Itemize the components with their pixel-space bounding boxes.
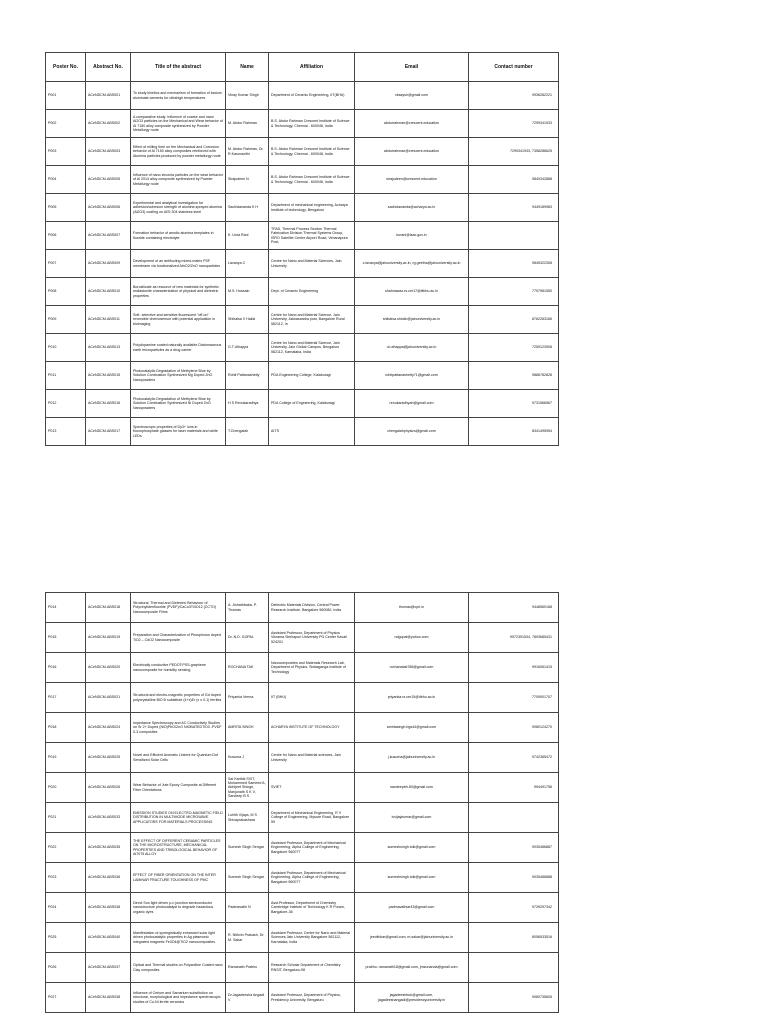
name-cell: K. Uma Rani [226, 222, 269, 250]
contact-cell [469, 222, 559, 250]
contact-cell [469, 953, 559, 983]
abstract-no-cell: ACeNDCM-ABS038 [86, 893, 131, 923]
email-text[interactable]: sirajudeen@crescent.education [386, 177, 437, 182]
affiliation-cell: TFAD, Thermal Process Section Thermal Fabrication Division Thermal Systems Group, ISRO Satellite Centre Airport Road, Vimanapura Post, [269, 222, 355, 250]
abstract-no-cell: ACeNDCM-ABS011 [86, 306, 131, 334]
poster-no-cell: P026 [46, 953, 86, 983]
poster-no-cell: P017 [46, 683, 86, 713]
contact-cell: 9739297342 [469, 893, 559, 923]
email-text[interactable]: sumeshsingh.tolk@gmail.com [387, 845, 436, 850]
email-cell [355, 390, 469, 418]
affiliation-cell: Centre for Nano and Material Science, Jain University, Jain Global Campus, Bengaluru 562112, Karnataka, India [269, 334, 355, 362]
email-text[interactable]: ndgopal@yahoo.com [394, 635, 429, 640]
table-row [46, 222, 559, 250]
title-cell: Influence of Cerium and Samarium substitution on structural, morphological and impedance spectroscopic studies of Co-Ni ferrite ceramics [131, 983, 226, 1013]
affiliation-cell: Asst.Professor, Department of Chemistry Cambridge Institute of Technology K R Puram, Bangalore-36 [269, 893, 355, 923]
table-row [46, 623, 559, 653]
affiliation-cell: AITS [269, 418, 355, 446]
title-cell: Direct Sun light driven p-n junction semiconductor nanostructure photocatalyst to degrade hazardous organic dyes [131, 893, 226, 923]
table-row [46, 773, 559, 803]
title-cell: A comparative study: Influence of coarse and nano Al2O3 particles on the Mechanical and Wear behavior of Al 7150 alloy composite synthesized by Powder Metallurgy route [131, 110, 226, 138]
table-header-row [46, 53, 559, 82]
affiliation-cell: Department of Ceramic Engineering, IIT(BHU) [269, 82, 355, 110]
affiliation-cell: Centre for Nano and Material sciences, Jain University [269, 743, 355, 773]
participant-table-1 [45, 52, 559, 446]
table-row [46, 593, 559, 623]
contact-cell: 7299341933, 7358286625 [469, 138, 559, 166]
affiliation-cell: Centre for Nano and Material Science, Jain University, Jakkasandra post, Bangalore Rural 562112, In [269, 306, 355, 334]
contact-cell: 7797981550 [469, 278, 559, 306]
name-cell: Sumesh Singh Sengar [226, 863, 269, 893]
header-affiliation: Affiliation [269, 53, 355, 82]
contact-cell: 994491756 [469, 773, 559, 803]
title-cell: Electrically conductive PEDOT:PSS-graphene nanocomposite for humidity sensing [131, 653, 226, 683]
table-row [46, 863, 559, 893]
title-cell: Experimental and analytical investigation for adhesion/cohesion strength of alumina sprayed alumina (Al2O3) coating on AISI 304 stainless steel [131, 194, 226, 222]
name-cell: Dr.Jagadeesha Angadi V [226, 983, 269, 1013]
poster-no-cell: P007 [46, 250, 86, 278]
poster-no-cell: P004 [46, 166, 86, 194]
title-cell: Wear Behavior of Jute Epoxy Composite at Different Fiber Orientations [131, 773, 226, 803]
name-cell: ROCHANA TAK [226, 653, 269, 683]
poster-no-cell: P014 [46, 593, 86, 623]
email-text[interactable]: thomas@cpri.in [398, 605, 425, 610]
email-cell [355, 803, 469, 833]
abstract-no-cell: ACeNDCM-ABS017 [86, 418, 131, 446]
table-row [46, 743, 559, 773]
abstract-no-cell: ACeNDCM-ABS006 [86, 194, 131, 222]
poster-no-cell: P016 [46, 653, 86, 683]
email-cell [355, 138, 469, 166]
affiliation-cell: ACHARYA INSTITUTE OF TECHNOLOGY [269, 713, 355, 743]
abstract-no-cell: ACeNDCM-ABS003 [86, 138, 131, 166]
contact-cell: 9936282221 [469, 82, 559, 110]
title-cell: Novel and Efficient Aromatic Linkers for Quantum Dot Sensitized Solar Cells [131, 743, 226, 773]
email-cell [355, 278, 469, 306]
contact-cell: 7705901707 [469, 683, 559, 713]
contact-cell: 9448560168 [469, 593, 559, 623]
contact-cell: 9972391534, 7893685431 [469, 623, 559, 653]
affiliation-cell: SVIET [269, 773, 355, 803]
poster-no-cell: P001 [46, 82, 86, 110]
affiliation-cell: PDA Engineering College, Kalaburagi [269, 362, 355, 390]
affiliation-cell: Centre for Nano and Material Sciences, Jain University [269, 250, 355, 278]
email-cell [355, 863, 469, 893]
name-cell: Priyanka Verma [226, 683, 269, 713]
title-cell: Preparation and Characterization of Phosphorus doped TiO2 – CdO2 Nanocomposite [131, 623, 226, 653]
email-cell [355, 334, 469, 362]
participant-table-2 [45, 592, 559, 1013]
contact-cell: 9035486888 [469, 863, 559, 893]
abstract-no-cell: ACeNDCM-ABS021 [86, 683, 131, 713]
email-text[interactable]: amritasingh.bgs44@gmail.com [386, 725, 437, 730]
name-cell: G.T.Uthappa [226, 334, 269, 362]
name-cell: Lohith Vijaya, M S Shivaprakashara [226, 803, 269, 833]
email-text[interactable]: renukaradhyah@gmail.com [389, 401, 434, 406]
table-row [46, 803, 559, 833]
name-cell: AMRITA SINGH [226, 713, 269, 743]
poster-no-cell: P012 [46, 390, 86, 418]
affiliation-cell: Assistant Professor, Department of Physics Vikrama Simhapuri University PG Center Kavali 524201 [269, 623, 355, 653]
abstract-no-cell: ACeNDCM-ABS033 [86, 803, 131, 833]
poster-no-cell: P015 [46, 623, 86, 653]
poster-no-cell: P021 [46, 803, 86, 833]
name-cell: T.Chengaiah [226, 418, 269, 446]
title-cell: To study kinetics and mechanism of formation of barium aluminate cements for ultrahigh temperatures [131, 82, 226, 110]
name-cell: Vinay Kumar Singh [226, 82, 269, 110]
table-row [46, 983, 559, 1013]
email-cell [355, 166, 469, 194]
email-cell [355, 833, 469, 863]
contact-cell [469, 803, 559, 833]
title-cell: Spectroscopic properties of Dy3+ ions in fluorophosphate glasses for laser materials and white LEDs [131, 418, 226, 446]
abstract-no-cell: ACeNDCM-ABS037 [86, 953, 131, 983]
table-row [46, 166, 559, 194]
affiliation-cell: B.S. Abdur Rahman Crescent Institute of Science & Technology, Chennai - 600048, India [269, 110, 355, 138]
header-poster-no: Poster No. [46, 53, 86, 82]
email-text[interactable]: vksaysn@gmail.com [394, 93, 428, 98]
name-cell: Rohit Pattanashetty [226, 362, 269, 390]
table-row [46, 683, 559, 713]
title-cell: Structural and electro-magnetic properties of Gd doped polycrystalline BiO B substitute (4+x)Er (x ≤ 0.1) ferrites [131, 683, 226, 713]
name-cell: Lavanya C [226, 250, 269, 278]
poster-no-cell: P024 [46, 893, 86, 923]
email-text[interactable]: jagadeeshbub@gmail.com, jagadeeshangadi@presidencyuniversity.in [377, 993, 446, 1002]
email-text[interactable]: sachidananda@acharya.ac.in [387, 205, 436, 210]
poster-no-cell: P025 [46, 923, 86, 953]
table-row [46, 110, 559, 138]
name-cell: Sai Karthik SVIT, Mohammed Sameed A, Abhijeet Shingh, Manjunath S K V, Sandeep B S [226, 773, 269, 803]
email-text[interactable]: rohitpattanashetty71@gmail.com [385, 373, 438, 378]
affiliation-cell: IIT (BHU) [269, 683, 355, 713]
email-text[interactable]: shibalsa.shlokh@jainuniversity.ac.in [382, 317, 441, 322]
title-cell: Photocatalytic Degradation of Methylene Blue by Solution Combustion Synthesized Ni Doped ZnO Nanopowders [131, 390, 226, 418]
email-text[interactable]: priyanka.rs.cer15@itbhu.ac.in [387, 695, 436, 700]
poster-no-cell: P008 [46, 278, 86, 306]
poster-no-cell: P003 [46, 138, 86, 166]
title-cell: EMISSION STUDIES ON ELECTRO-MAGNETIC FIELD DISTRIBUTION IN MULTIMODE MICROWAVE APPLICATORS FOR MATERIALS PROCESSING [131, 803, 226, 833]
contact-cell: 7259123908 [469, 334, 559, 362]
email-text[interactable]: jeevithkar@gmail.com, m.sakar@jainuniversity.ac.in [370, 935, 453, 940]
title-cell: Optical and Thermal studies on Polyaniline Coated nano Clay composites [131, 953, 226, 983]
poster-no-cell: P002 [46, 110, 86, 138]
email-cell [355, 222, 469, 250]
poster-no-cell: P010 [46, 334, 86, 362]
table-row [46, 923, 559, 953]
name-cell: Shibalsa V Hakki [226, 306, 269, 334]
table-row [46, 194, 559, 222]
poster-no-cell: P027 [46, 983, 86, 1013]
title-cell: EFFECT OF FIBER ORIENTATION ON THE INTER LAMINAR FRACTURE TOUGHNESS OF PMC [131, 863, 226, 893]
email-text[interactable]: lvvijaykumar@gmail.com [391, 815, 432, 820]
name-cell: M. Abdur Rahman [226, 110, 269, 138]
email-cell [355, 683, 469, 713]
email-cell [355, 713, 469, 743]
abstract-no-cell: ACeNDCM-ABS001 [86, 82, 131, 110]
table-row [46, 138, 559, 166]
contact-cell: 8341495954 [469, 418, 559, 446]
abstract-no-cell: ACeNDCM-ABS015 [86, 362, 131, 390]
email-cell [355, 418, 469, 446]
table-row [46, 418, 559, 446]
abstract-no-cell: ACeNDCM-ABS019 [86, 623, 131, 653]
poster-no-cell: P009 [46, 306, 86, 334]
name-cell: R. Nithvin Prakash, Dr. M. Sakar [226, 923, 269, 953]
email-text[interactable]: c.lavanya@jainuniversity.ac.in, rg.geetha@jainuniversity.ac.in [362, 261, 461, 266]
poster-no-cell: P022 [46, 833, 86, 863]
abstract-no-cell: ACeNDCM-ABS024 [86, 713, 131, 743]
contact-cell: 9845322308 [469, 250, 559, 278]
table-row [46, 893, 559, 923]
email-cell [355, 623, 469, 653]
title-cell: Structural, Thermal and Dielectric Behaviour of Polyvinylidenfluoride (PVDF)/CaCu3Ti4O12 (CCTO) Nanocomposite Films [131, 593, 226, 623]
abstract-no-cell: ACeNDCM-ABS005 [86, 166, 131, 194]
email-text[interactable]: sumeshsingh.tolk@gmail.com [387, 875, 436, 880]
title-cell: Impedance Spectroscopy and AC Conductivity Studies on Sr 2+ Doped (NiO)PbO/ZnO NIOBATEDTiO3 -PVDF 0-3 composites [131, 713, 226, 743]
email-cell [355, 82, 469, 110]
name-cell: M. Abdur Rahman, Dr. R.Karunanithi [226, 138, 269, 166]
contact-cell: 9080124270 [469, 713, 559, 743]
affiliation-cell: Assistant Professor, Department of Mechanical Engineering, Alpha College of Engineering, Bangalore 560077 [269, 863, 355, 893]
affiliation-cell: Assistant Professor, Centre for Nano and Material Sciences Jain University Bangalore 562112, Karnataka, India [269, 923, 355, 953]
email-text[interactable]: padmavathiar43@gmail.com [388, 905, 435, 910]
abstract-no-cell: ACeNDCM-ABS010 [86, 278, 131, 306]
abstract-no-cell: ACeNDCM-ABS009 [86, 250, 131, 278]
abstract-no-cell: ACeNDCM-ABS025 [86, 743, 131, 773]
table-row [46, 833, 559, 863]
email-text[interactable]: ut.uthappa@jainuniversity.ac.in [386, 345, 437, 350]
title-cell: Formation behavior of anodic alumina templates in fluoride containing electrolyte [131, 222, 226, 250]
table-row [46, 82, 559, 110]
name-cell: Sumesh Singh Sengar [226, 833, 269, 863]
email-cell [355, 593, 469, 623]
email-text[interactable]: prabhu. ramanath18@gmail.com, jmsunanda@gmail.com [365, 965, 458, 970]
abstract-no-cell: ACeNDCM-ABS002 [86, 110, 131, 138]
abstract-no-cell: ACeNDCM-ABS040 [86, 923, 131, 953]
email-cell [355, 110, 469, 138]
poster-no-cell: P020 [46, 773, 86, 803]
email-cell [355, 923, 469, 953]
email-text[interactable]: kurani@isac.gov.in [396, 233, 427, 238]
table-row [46, 306, 559, 334]
email-cell [355, 306, 469, 334]
contact-cell: 9035486887 [469, 833, 559, 863]
table-row [46, 390, 559, 418]
name-cell: A. Jishathbaba, P. Thomas [226, 593, 269, 623]
email-text[interactable]: rochanatak786@gmail.com [389, 665, 434, 670]
name-cell: Sachidananda K H [226, 194, 269, 222]
contact-cell: 9449189983 [469, 194, 559, 222]
header-email: Email [355, 53, 469, 82]
title-cell: Influence of nano zirconia particles on the wear behavior of Al 2014 alloy composite synthesized by Powder Metallurgy route [131, 166, 226, 194]
abstract-no-cell: ACeNDCM-ABS035 [86, 833, 131, 863]
affiliation-cell: Dielectric Materials Division, Central Power Research Institute, Bangalore 560080, India [269, 593, 355, 623]
abstract-no-cell: ACeNDCM-ABS036 [86, 863, 131, 893]
title-cell: THE EFFECT OF DIFFERENT CERAMIC PARTICLES ON THE MICROSTRUCTURE, MECHANICAL PROPERTIES AND TRIBOLOGICAL BEHAVIOR OF Al7075 ALLOY [131, 833, 226, 863]
affiliation-cell: B.S. Abdur Rahman Crescent Institute of Science & Technology, Chennai - 600048, India [269, 138, 355, 166]
table-row [46, 250, 559, 278]
name-cell: Ramanath Prabhu [226, 953, 269, 983]
contact-cell: 9840342888 [469, 166, 559, 194]
abstract-no-cell: ACeNDCM-ABS007 [86, 222, 131, 250]
poster-no-cell: P023 [46, 863, 86, 893]
title-cell: Development of an antifouling mixed-matrix PSF membrane via functionalized-MnO2/ZnO nanoparticles [131, 250, 226, 278]
name-cell: Padmavathi N [226, 893, 269, 923]
abstract-no-cell: ACeNDCM-ABS026 [86, 773, 131, 803]
title-cell: Borosilicate as resource of new materials for synthetic wollastonite characterization of physical and dielectric properties [131, 278, 226, 306]
abstract-no-cell: ACeNDCM-ABS018 [86, 593, 131, 623]
email-cell [355, 953, 469, 983]
header-name: Name [226, 53, 269, 82]
name-cell: Sirajudeen N [226, 166, 269, 194]
email-text[interactable]: sandeepbh.80@gmail.com [390, 785, 433, 790]
name-cell: M.S. Hussain [226, 278, 269, 306]
poster-no-cell: P018 [46, 713, 86, 743]
name-cell: Kusuma J [226, 743, 269, 773]
header-abstract-no: Abstract No. [86, 53, 131, 82]
contact-cell: 8056533516 [469, 923, 559, 953]
title-cell: Soft- selective and sensitive fluorescent "off-on" reversible chemosensor with potential application in bioimaging [131, 306, 226, 334]
affiliation-cell: Department of Mechanical Engineering, R V College of Engineering, Mysore Road, Bangalore 59 [269, 803, 355, 833]
affiliation-cell: PDA College of Engineering, Kalaburagi [269, 390, 355, 418]
title-cell: Effect of milling time on the Mechanical and Corrosion behavior of Al 7150 alloy composites reinforced with Alumina particles produced by powder metallurgy route [131, 138, 226, 166]
contact-cell: 9731566567 [469, 390, 559, 418]
email-text[interactable]: abdurrahman@crescent.education [383, 149, 440, 154]
email-text[interactable]: shahnawaz.rs.cer17@iitbhu.ac.in [385, 289, 438, 294]
title-cell: Photocatalytic Degradation of Methylene Blue by Solution Combustion Synthesized Mg Doped ZnO Nanopowders [131, 362, 226, 390]
header-title: Title of the abstract [131, 53, 226, 82]
title-cell: Polydopamine coated naturally available Diatomaceous earth microparticles as a drug carrier [131, 334, 226, 362]
abstract-no-cell: ACeNDCM-ABS013 [86, 334, 131, 362]
email-cell [355, 250, 469, 278]
poster-no-cell: P013 [46, 418, 86, 446]
table-row [46, 713, 559, 743]
contact-cell: 9916061415 [469, 653, 559, 683]
table-row [46, 278, 559, 306]
email-text[interactable]: abdurrahman@crescent.education [383, 121, 440, 126]
email-cell [355, 653, 469, 683]
contact-cell: 9080735605 [469, 983, 559, 1013]
table-row [46, 953, 559, 983]
abstract-no-cell: ACeNDCM-ABS016 [86, 390, 131, 418]
abstract-no-cell: ACeNDCM-ABS038 [86, 983, 131, 1013]
poster-no-cell: P005 [46, 194, 86, 222]
affiliation-cell: B.S. Abdur Rahman Crescent Institute of Science & Technology, Chennai - 600048, India [269, 166, 355, 194]
contact-cell: 7299341933 [469, 110, 559, 138]
affiliation-cell: Dept. of Ceramic Engineering [269, 278, 355, 306]
name-cell: H S Renukaradhya [226, 390, 269, 418]
header-contact: Contact number [469, 53, 559, 82]
poster-no-cell: P006 [46, 222, 86, 250]
table-row [46, 362, 559, 390]
table-row [46, 653, 559, 683]
contact-cell: 9742365472 [469, 743, 559, 773]
email-cell [355, 773, 469, 803]
table-row [46, 334, 559, 362]
email-text[interactable]: j.kusuma@jainuniversity.ac.in [387, 755, 436, 760]
email-cell [355, 983, 469, 1013]
poster-no-cell: P019 [46, 743, 86, 773]
affiliation-cell: Assistant Professor, Department of Mechanical Engineering, Alpha College of Engineering, Bangalore 560077 [269, 833, 355, 863]
poster-no-cell: P011 [46, 362, 86, 390]
affiliation-cell: Nanocomposites and Materials Research Lab, Department of Physics, Siddaganga Institute of Technology [269, 653, 355, 683]
contact-cell: 8762263166 [469, 306, 559, 334]
email-cell [355, 194, 469, 222]
email-cell [355, 893, 469, 923]
contact-cell: 9886782828 [469, 362, 559, 390]
email-text[interactable]: chengaiahphysics@gmail.com [387, 429, 436, 434]
affiliation-cell: Department of mechanical engineering, Acharya Institute of technology, Bengaluru [269, 194, 355, 222]
name-cell: Dr. N.D. GOPAL [226, 623, 269, 653]
affiliation-cell: Research Scholar Department of Chemistry RNSIT, Bengaluru-98 [269, 953, 355, 983]
affiliation-cell: Assistant Professor, Department of Physics, Presidency University, Bengaluru [269, 983, 355, 1013]
email-cell [355, 743, 469, 773]
title-cell: Manifestation of synergistically enhanced solar light driven photocatalytic properties in Ag plasmonic integrated magnetic Fe3O4@TiO2 nanocomposites [131, 923, 226, 953]
email-cell [355, 362, 469, 390]
abstract-no-cell: ACeNDCM-ABS020 [86, 653, 131, 683]
